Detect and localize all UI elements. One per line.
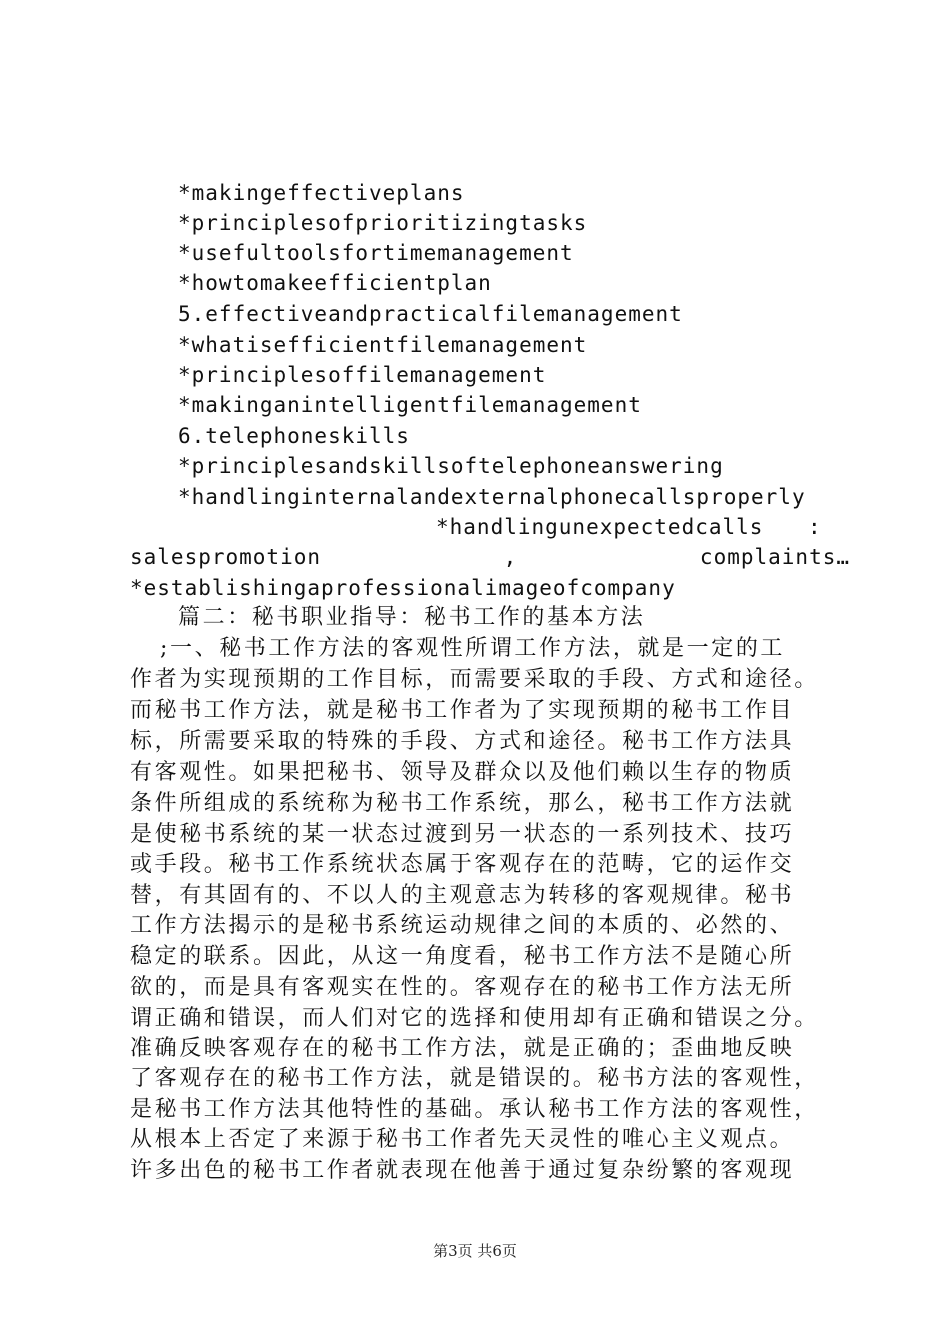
paragraph-line: 而秘书工作方法，就是秘书工作者为了实现预期的秘书工作目: [130, 698, 795, 723]
list-item: *establishingaprofessionalimageofcompany: [130, 576, 676, 600]
paragraph-line: 是使秘书系统的某一状态过渡到另一状态的一系列技术、技巧: [130, 822, 795, 847]
list-item: *makinganintelligentfilemanagement: [178, 393, 642, 417]
list-item: *principlesoffilemanagement: [178, 363, 547, 387]
paragraph-line: 条件所组成的系统称为秘书工作系统，那么，秘书工作方法就: [130, 791, 795, 816]
paragraph-line: 或手段。秘书工作系统状态属于客观存在的范畴，它的运作交: [130, 852, 795, 877]
paragraph-line: 标，所需要采取的特殊的手段、方式和途径。秘书工作方法具: [130, 729, 795, 754]
list-item: *principlesandskillsoftelephoneanswering: [178, 454, 724, 478]
paragraph-line: 准确反映客观存在的秘书工作方法，就是正确的；歪曲地反映: [130, 1036, 795, 1061]
list-item: *howtomakeefficientplan: [178, 271, 492, 295]
paragraph-line: 许多出色的秘书工作者就表现在他善于通过复杂纷繁的客观现: [130, 1158, 795, 1183]
paragraph-line: 有客观性。如果把秘书、领导及群众以及他们赖以生存的物质: [130, 760, 795, 785]
paragraph-line: 欲的，而是具有客观实在性的。客观存在的秘书工作方法无所: [130, 975, 795, 1000]
paragraph-line: 替，有其固有的、不以人的主观意志为转移的客观规律。秘书: [130, 883, 795, 908]
paragraph-line: 稳定的联系。因此，从这一角度看，秘书工作方法不是随心所: [130, 944, 795, 969]
paragraph-line: 从根本上否定了来源于秘书工作者先天灵性的唯心主义观点。: [130, 1127, 795, 1152]
section-heading: 6.telephoneskills: [178, 424, 410, 448]
list-punct: :: [808, 515, 822, 539]
list-text: complaints…: [699, 545, 850, 569]
page-number-footer: 第3页 共6页: [433, 1242, 517, 1260]
paragraph-line: 谓正确和错误，而人们对它的选择和使用却有正确和错误之分。: [130, 1006, 819, 1031]
justified-line: [130, 542, 850, 572]
paragraph-line: 了客观存在的秘书工作方法，就是错误的。秘书方法的客观性，: [130, 1066, 819, 1091]
paragraph-line: 工作方法揭示的是秘书系统运动规律之间的本质的、必然的、: [130, 913, 795, 938]
paragraph-line: ;一、秘书工作方法的客观性所谓工作方法，就是一定的工: [160, 636, 786, 661]
list-item: *principlesofprioritizingtasks: [178, 211, 588, 235]
list-item: *usefultoolsfortimemanagement: [178, 241, 574, 265]
list-item: *whatisefficientfilemanagement: [178, 333, 588, 357]
list-text: salespromotion: [130, 545, 322, 569]
list-item: *handlinginternalandexternalphonecallsproperly: [178, 485, 806, 509]
paragraph-line: 是秘书工作方法其他特性的基础。承认秘书工作方法的客观性，: [130, 1097, 819, 1122]
list-item: *makingeffectiveplans: [178, 181, 465, 205]
paragraph-line: 作者为实现预期的工作目标，而需要采取的手段、方式和途径。: [130, 667, 819, 692]
list-punct: ,: [503, 545, 518, 569]
list-item: *handlingunexpectedcalls: [436, 515, 764, 539]
article-heading: 篇二：秘书职业指导：秘书工作的基本方法: [178, 605, 646, 630]
section-heading: 5.effectiveandpracticalfilemanagement: [178, 302, 683, 326]
